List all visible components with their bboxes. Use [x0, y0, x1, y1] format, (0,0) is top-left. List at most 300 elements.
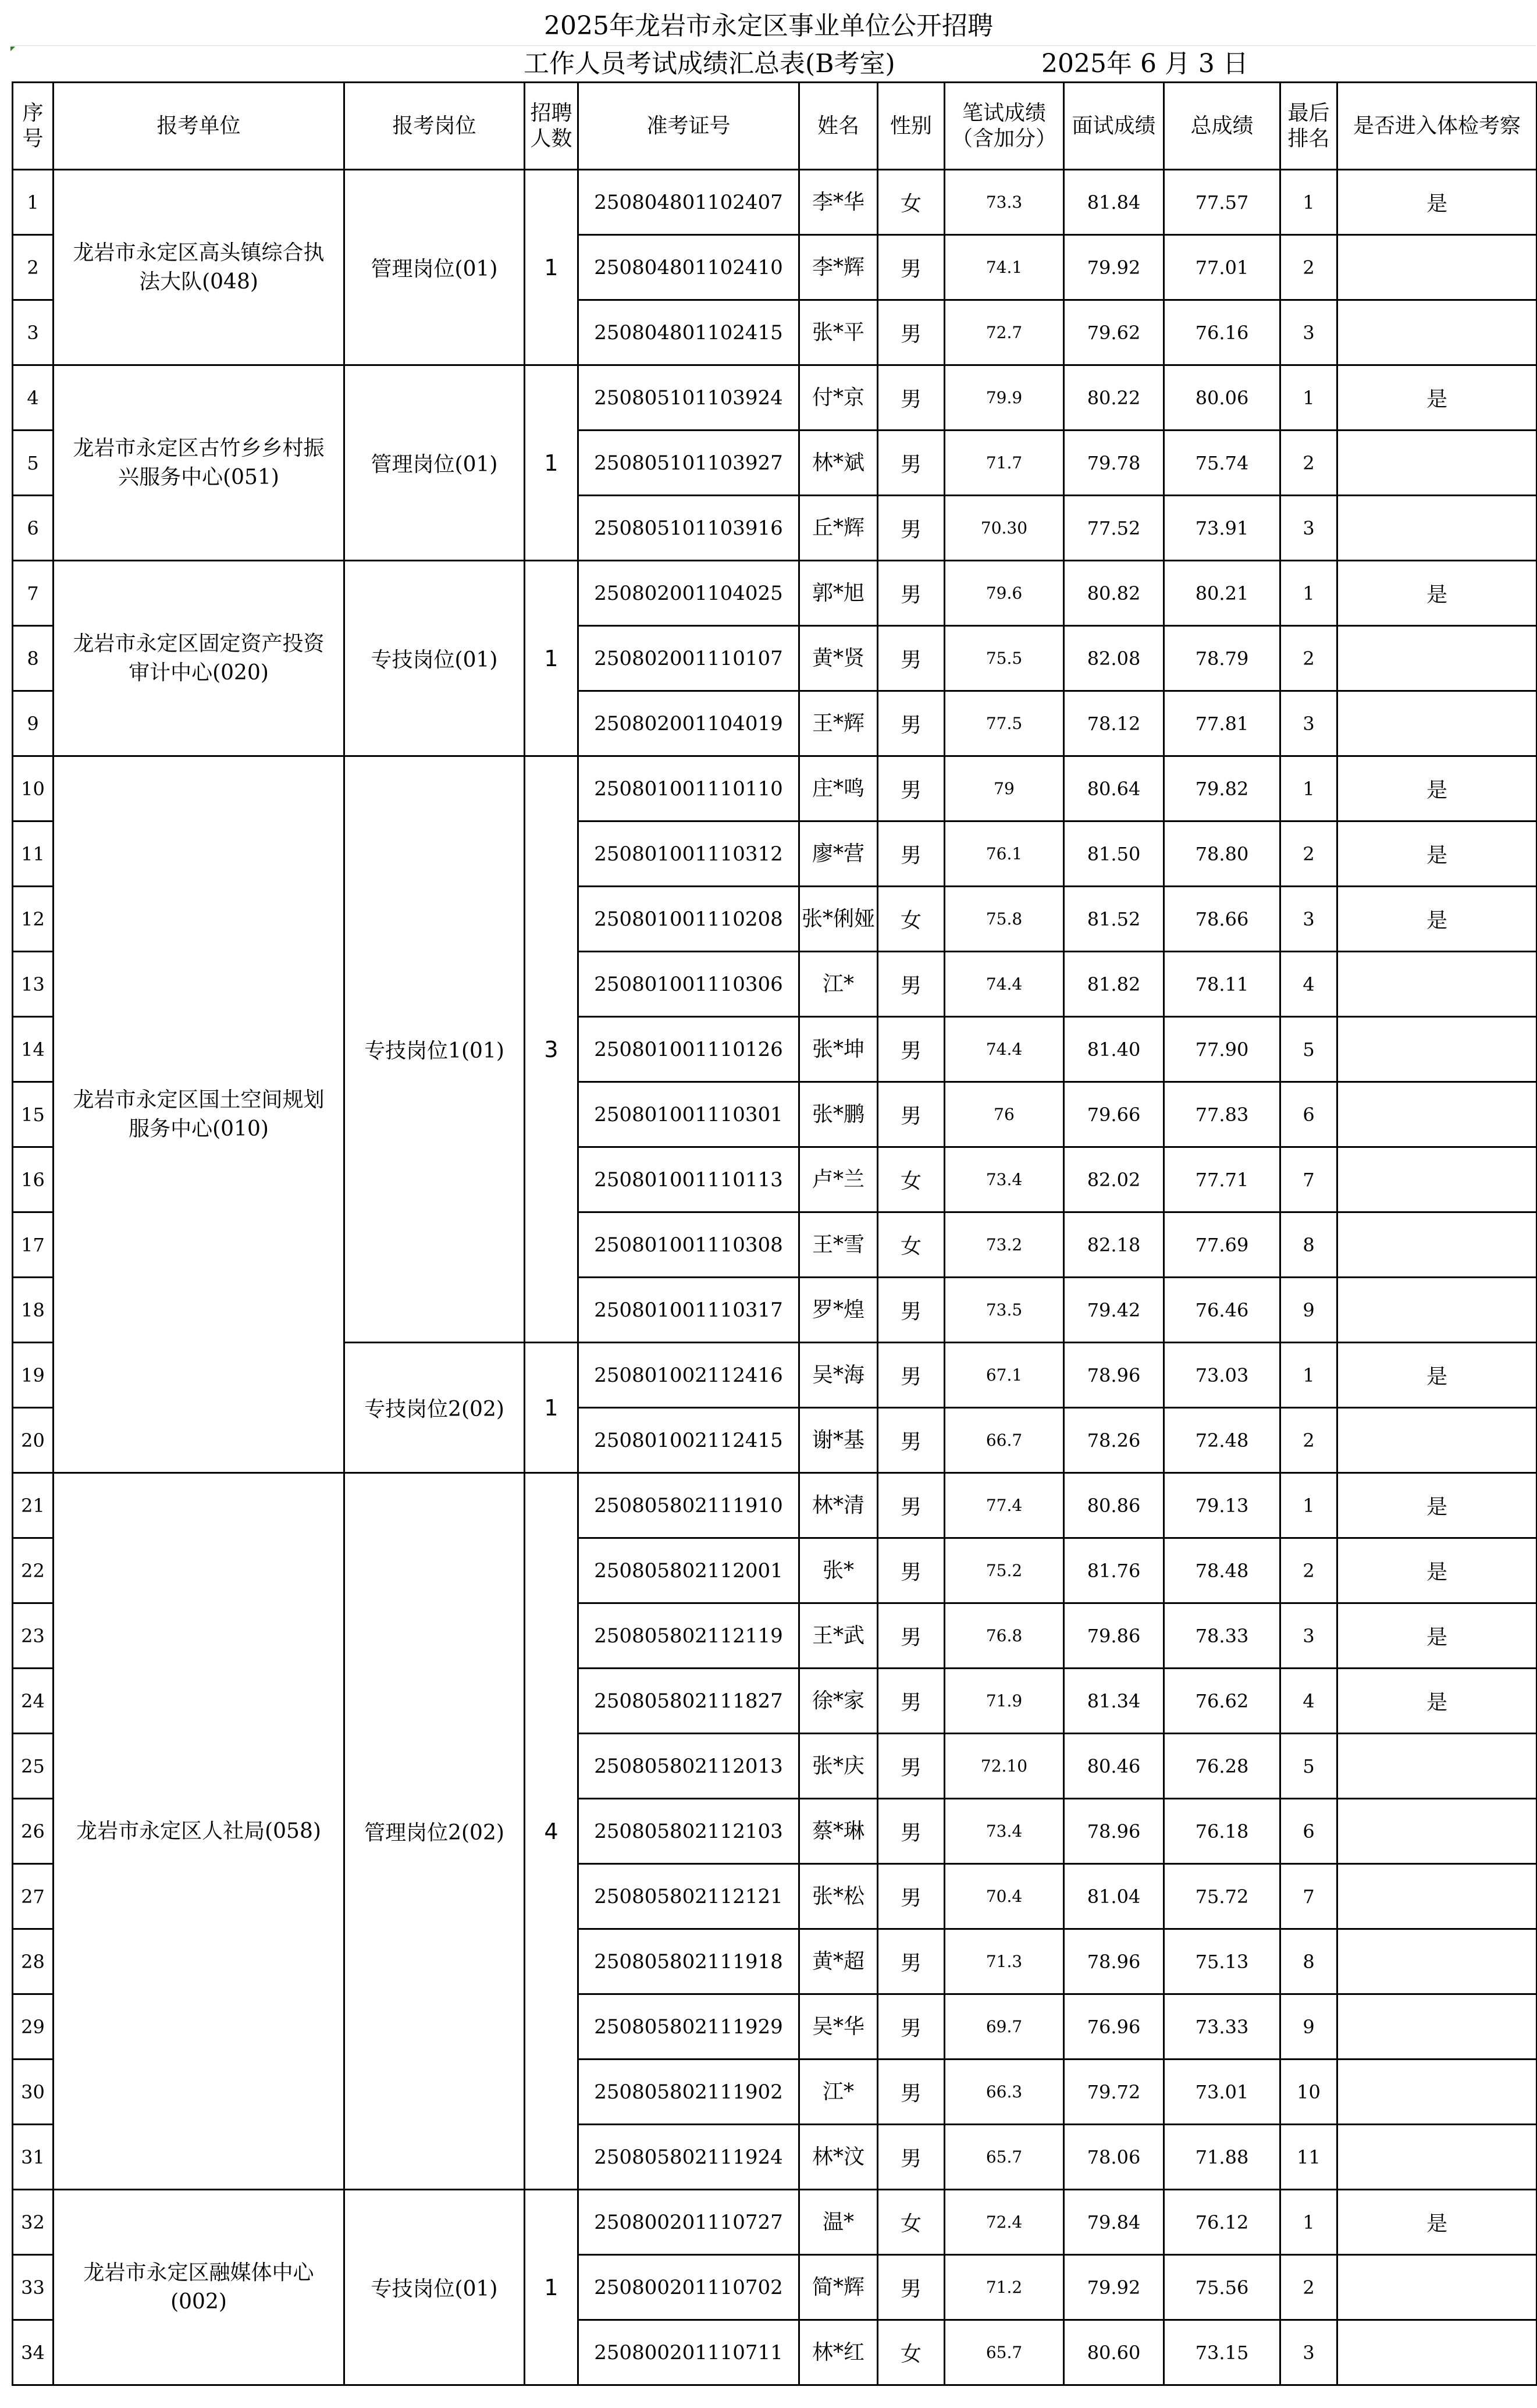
- unit-cell: 龙岩市永定区固定资产投资审计中心(020): [54, 561, 344, 756]
- header-quota: 招聘人数: [525, 83, 578, 170]
- pass-cell: 是: [1337, 170, 1537, 235]
- rank-cell: 2: [1280, 821, 1337, 887]
- row-number: 17: [13, 1212, 54, 1278]
- interview-cell: 80.86: [1064, 1473, 1164, 1538]
- pass-cell: [1337, 496, 1537, 561]
- written-cell: 73.4: [945, 1799, 1064, 1864]
- total-cell: 80.06: [1164, 365, 1280, 431]
- interview-cell: 82.18: [1064, 1212, 1164, 1278]
- name-cell: 黄*超: [799, 1929, 878, 1994]
- cell-marker-icon: [10, 47, 15, 51]
- total-cell: 77.69: [1164, 1212, 1280, 1278]
- pass-cell: [1337, 1864, 1537, 1929]
- header-gender: 性别: [878, 83, 945, 170]
- pass-cell: [1337, 1408, 1537, 1473]
- table-row: [13, 561, 1537, 626]
- unit-cell: 龙岩市永定区国土空间规划服务中心(010): [54, 756, 344, 1473]
- interview-cell: 77.52: [1064, 496, 1164, 561]
- written-cell: 67.1: [945, 1343, 1064, 1408]
- row-number: 27: [13, 1864, 54, 1929]
- gender-cell: 男: [878, 1734, 945, 1799]
- ticket-cell: 250805802111910: [578, 1473, 799, 1538]
- interview-cell: 76.96: [1064, 1994, 1164, 2060]
- written-cell: 79.9: [945, 365, 1064, 431]
- gender-cell: 男: [878, 2125, 945, 2190]
- written-cell: 74.4: [945, 952, 1064, 1017]
- pass-cell: [1337, 1082, 1537, 1147]
- rank-cell: 4: [1280, 1669, 1337, 1734]
- rank-cell: 2: [1280, 2255, 1337, 2320]
- interview-cell: 79.86: [1064, 1603, 1164, 1669]
- ticket-cell: 250805802112001: [578, 1538, 799, 1603]
- pass-cell: 是: [1337, 821, 1537, 887]
- header-ticket: 准考证号: [578, 83, 799, 170]
- written-cell: 70.30: [945, 496, 1064, 561]
- total-cell: 73.91: [1164, 496, 1280, 561]
- interview-cell: 78.96: [1064, 1799, 1164, 1864]
- score-table: [12, 81, 1537, 2386]
- ticket-cell: 250801002112415: [578, 1408, 799, 1473]
- name-cell: 蔡*琳: [799, 1799, 878, 1864]
- interview-cell: 78.96: [1064, 1929, 1164, 1994]
- row-number: 34: [13, 2320, 54, 2385]
- total-cell: 76.18: [1164, 1799, 1280, 1864]
- ticket-cell: 250801001110317: [578, 1278, 799, 1343]
- rank-cell: 2: [1280, 235, 1337, 300]
- rank-cell: 10: [1280, 2060, 1337, 2125]
- gender-cell: 男: [878, 2255, 945, 2320]
- total-cell: 78.79: [1164, 626, 1280, 691]
- pass-cell: 是: [1337, 365, 1537, 431]
- gender-cell: 男: [878, 1929, 945, 1994]
- quota-cell: 1: [525, 1343, 578, 1473]
- rank-cell: 6: [1280, 1799, 1337, 1864]
- ticket-cell: 250801001110113: [578, 1147, 799, 1212]
- pass-cell: [1337, 235, 1537, 300]
- header-name: 姓名: [799, 83, 878, 170]
- pass-cell: [1337, 2060, 1537, 2125]
- ticket-cell: 250805802112103: [578, 1799, 799, 1864]
- gender-cell: 男: [878, 821, 945, 887]
- gender-cell: 男: [878, 1538, 945, 1603]
- table-row: [13, 1473, 1537, 1538]
- ticket-cell: 250802001104025: [578, 561, 799, 626]
- ticket-cell: 250805802111924: [578, 2125, 799, 2190]
- interview-cell: 79.66: [1064, 1082, 1164, 1147]
- table-row: [13, 756, 1537, 821]
- rank-cell: 1: [1280, 561, 1337, 626]
- written-cell: 71.2: [945, 2255, 1064, 2320]
- interview-cell: 82.02: [1064, 1147, 1164, 1212]
- gender-cell: 男: [878, 1994, 945, 2060]
- header-unit: 报考单位: [54, 83, 344, 170]
- gender-cell: 男: [878, 1408, 945, 1473]
- rank-cell: 1: [1280, 2190, 1337, 2255]
- ticket-cell: 250800201110727: [578, 2190, 799, 2255]
- row-number: 2: [13, 235, 54, 300]
- total-cell: 78.11: [1164, 952, 1280, 1017]
- pass-cell: [1337, 1799, 1537, 1864]
- interview-cell: 81.04: [1064, 1864, 1164, 1929]
- pass-cell: [1337, 1147, 1537, 1212]
- name-cell: 王*雪: [799, 1212, 878, 1278]
- gender-cell: 女: [878, 2190, 945, 2255]
- gender-cell: 男: [878, 365, 945, 431]
- total-cell: 77.01: [1164, 235, 1280, 300]
- row-number: 18: [13, 1278, 54, 1343]
- interview-cell: 79.84: [1064, 2190, 1164, 2255]
- rank-cell: 9: [1280, 1278, 1337, 1343]
- name-cell: 谢*基: [799, 1408, 878, 1473]
- row-number: 25: [13, 1734, 54, 1799]
- written-cell: 73.2: [945, 1212, 1064, 1278]
- interview-cell: 79.92: [1064, 2255, 1164, 2320]
- total-cell: 78.33: [1164, 1603, 1280, 1669]
- interview-cell: 79.42: [1064, 1278, 1164, 1343]
- interview-cell: 81.40: [1064, 1017, 1164, 1082]
- ticket-cell: 250805101103924: [578, 365, 799, 431]
- pass-cell: [1337, 1278, 1537, 1343]
- total-cell: 76.46: [1164, 1278, 1280, 1343]
- quota-cell: 1: [525, 365, 578, 561]
- written-cell: 75.8: [945, 887, 1064, 952]
- name-cell: 李*华: [799, 170, 878, 235]
- interview-cell: 78.26: [1064, 1408, 1164, 1473]
- written-cell: 71.9: [945, 1669, 1064, 1734]
- row-number: 23: [13, 1603, 54, 1669]
- pass-cell: [1337, 1994, 1537, 2060]
- ticket-cell: 250801002112416: [578, 1343, 799, 1408]
- name-cell: 王*辉: [799, 691, 878, 756]
- rank-cell: 3: [1280, 496, 1337, 561]
- written-cell: 66.3: [945, 2060, 1064, 2125]
- ticket-cell: 250801001110306: [578, 952, 799, 1017]
- gender-cell: 女: [878, 2320, 945, 2385]
- gender-cell: 男: [878, 1669, 945, 1734]
- quota-cell: 4: [525, 1473, 578, 2190]
- rank-cell: 1: [1280, 1343, 1337, 1408]
- gender-cell: 男: [878, 1473, 945, 1538]
- rank-cell: 8: [1280, 1929, 1337, 1994]
- pass-cell: 是: [1337, 1538, 1537, 1603]
- name-cell: 庄*鸣: [799, 756, 878, 821]
- total-cell: 73.01: [1164, 2060, 1280, 2125]
- title-divider: [10, 45, 1536, 46]
- rank-cell: 1: [1280, 756, 1337, 821]
- row-number: 14: [13, 1017, 54, 1082]
- written-cell: 73.4: [945, 1147, 1064, 1212]
- interview-cell: 81.52: [1064, 887, 1164, 952]
- interview-cell: 79.62: [1064, 300, 1164, 365]
- ticket-cell: 250801001110208: [578, 887, 799, 952]
- interview-cell: 81.84: [1064, 170, 1164, 235]
- name-cell: 廖*营: [799, 821, 878, 887]
- name-cell: 简*辉: [799, 2255, 878, 2320]
- row-number: 11: [13, 821, 54, 887]
- pass-cell: 是: [1337, 1343, 1537, 1408]
- pass-cell: [1337, 1212, 1537, 1278]
- row-number: 19: [13, 1343, 54, 1408]
- total-cell: 75.72: [1164, 1864, 1280, 1929]
- ticket-cell: 250805802111929: [578, 1994, 799, 2060]
- name-cell: 林*红: [799, 2320, 878, 2385]
- ticket-cell: 250805802112013: [578, 1734, 799, 1799]
- interview-cell: 80.46: [1064, 1734, 1164, 1799]
- row-number: 26: [13, 1799, 54, 1864]
- rank-cell: 3: [1280, 300, 1337, 365]
- gender-cell: 男: [878, 1278, 945, 1343]
- post-cell: 专技岗位1(01): [344, 756, 525, 1343]
- name-cell: 吴*华: [799, 1994, 878, 2060]
- row-number: 30: [13, 2060, 54, 2125]
- ticket-cell: 250805802112119: [578, 1603, 799, 1669]
- post-cell: 专技岗位2(02): [344, 1343, 525, 1473]
- name-cell: 丘*辉: [799, 496, 878, 561]
- pass-cell: 是: [1337, 1473, 1537, 1538]
- written-cell: 71.3: [945, 1929, 1064, 1994]
- name-cell: 王*武: [799, 1603, 878, 1669]
- rank-cell: 3: [1280, 691, 1337, 756]
- pass-cell: 是: [1337, 756, 1537, 821]
- interview-cell: 78.06: [1064, 2125, 1164, 2190]
- rank-cell: 3: [1280, 887, 1337, 952]
- interview-cell: 78.12: [1064, 691, 1164, 756]
- gender-cell: 男: [878, 431, 945, 496]
- rank-cell: 1: [1280, 1473, 1337, 1538]
- written-cell: 65.7: [945, 2125, 1064, 2190]
- quota-cell: 1: [525, 170, 578, 365]
- gender-cell: 男: [878, 235, 945, 300]
- gender-cell: 女: [878, 887, 945, 952]
- row-number: 29: [13, 1994, 54, 2060]
- name-cell: 张*俐娅: [799, 887, 878, 952]
- rank-cell: 6: [1280, 1082, 1337, 1147]
- row-number: 10: [13, 756, 54, 821]
- row-number: 4: [13, 365, 54, 431]
- gender-cell: 男: [878, 561, 945, 626]
- ticket-cell: 250800201110702: [578, 2255, 799, 2320]
- pass-cell: [1337, 300, 1537, 365]
- pass-cell: [1337, 1929, 1537, 1994]
- total-cell: 73.33: [1164, 1994, 1280, 2060]
- row-number: 24: [13, 1669, 54, 1734]
- gender-cell: 男: [878, 1082, 945, 1147]
- rank-cell: 4: [1280, 952, 1337, 1017]
- pass-cell: [1337, 1017, 1537, 1082]
- row-number: 8: [13, 626, 54, 691]
- rank-cell: 5: [1280, 1734, 1337, 1799]
- pass-cell: [1337, 691, 1537, 756]
- written-cell: 76.8: [945, 1603, 1064, 1669]
- ticket-cell: 250802001104019: [578, 691, 799, 756]
- written-cell: 77.4: [945, 1473, 1064, 1538]
- name-cell: 张*庆: [799, 1734, 878, 1799]
- interview-cell: 81.82: [1064, 952, 1164, 1017]
- rank-cell: 1: [1280, 365, 1337, 431]
- rank-cell: 3: [1280, 2320, 1337, 2385]
- row-number: 22: [13, 1538, 54, 1603]
- total-cell: 78.48: [1164, 1538, 1280, 1603]
- gender-cell: 男: [878, 952, 945, 1017]
- ticket-cell: 250801001110110: [578, 756, 799, 821]
- name-cell: 郭*旭: [799, 561, 878, 626]
- ticket-cell: 250804801102415: [578, 300, 799, 365]
- pass-cell: [1337, 626, 1537, 691]
- header-total: 总成绩: [1164, 83, 1280, 170]
- gender-cell: 男: [878, 1343, 945, 1408]
- table-row: [13, 365, 1537, 431]
- written-cell: 77.5: [945, 691, 1064, 756]
- header-rank: 最后排名: [1280, 83, 1337, 170]
- gender-cell: 男: [878, 626, 945, 691]
- total-cell: 75.13: [1164, 1929, 1280, 1994]
- interview-cell: 80.64: [1064, 756, 1164, 821]
- name-cell: 卢*兰: [799, 1147, 878, 1212]
- name-cell: 黄*贤: [799, 626, 878, 691]
- rank-cell: 2: [1280, 626, 1337, 691]
- row-number: 5: [13, 431, 54, 496]
- ticket-cell: 250805802112121: [578, 1864, 799, 1929]
- rank-cell: 9: [1280, 1994, 1337, 2060]
- name-cell: 林*斌: [799, 431, 878, 496]
- row-number: 6: [13, 496, 54, 561]
- pass-cell: 是: [1337, 561, 1537, 626]
- written-cell: 65.7: [945, 2320, 1064, 2385]
- interview-cell: 81.76: [1064, 1538, 1164, 1603]
- row-number: 15: [13, 1082, 54, 1147]
- written-cell: 69.7: [945, 1994, 1064, 2060]
- total-cell: 72.48: [1164, 1408, 1280, 1473]
- rank-cell: 7: [1280, 1147, 1337, 1212]
- total-cell: 77.71: [1164, 1147, 1280, 1212]
- gender-cell: 男: [878, 691, 945, 756]
- pass-cell: [1337, 2320, 1537, 2385]
- written-cell: 79: [945, 756, 1064, 821]
- name-cell: 张*鹏: [799, 1082, 878, 1147]
- row-number: 3: [13, 300, 54, 365]
- total-cell: 76.16: [1164, 300, 1280, 365]
- written-cell: 70.4: [945, 1864, 1064, 1929]
- row-number: 1: [13, 170, 54, 235]
- ticket-cell: 250805802111827: [578, 1669, 799, 1734]
- name-cell: 罗*煌: [799, 1278, 878, 1343]
- pass-cell: [1337, 952, 1537, 1017]
- interview-cell: 80.82: [1064, 561, 1164, 626]
- gender-cell: 男: [878, 2060, 945, 2125]
- written-cell: 75.2: [945, 1538, 1064, 1603]
- name-cell: 温*: [799, 2190, 878, 2255]
- header-pass: 是否进入体检考察: [1337, 83, 1537, 170]
- total-cell: 78.66: [1164, 887, 1280, 952]
- pass-cell: [1337, 1734, 1537, 1799]
- post-cell: 专技岗位(01): [344, 561, 525, 756]
- pass-cell: 是: [1337, 2190, 1537, 2255]
- row-number: 33: [13, 2255, 54, 2320]
- gender-cell: 男: [878, 1864, 945, 1929]
- interview-cell: 78.96: [1064, 1343, 1164, 1408]
- interview-cell: 80.22: [1064, 365, 1164, 431]
- quota-cell: 1: [525, 2190, 578, 2385]
- rank-cell: 2: [1280, 1408, 1337, 1473]
- ticket-cell: 250804801102410: [578, 235, 799, 300]
- rank-cell: 7: [1280, 1864, 1337, 1929]
- written-cell: 74.4: [945, 1017, 1064, 1082]
- name-cell: 吴*海: [799, 1343, 878, 1408]
- rank-cell: 2: [1280, 1538, 1337, 1603]
- total-cell: 73.03: [1164, 1343, 1280, 1408]
- unit-cell: 龙岩市永定区古竹乡乡村振兴服务中心(051): [54, 365, 344, 561]
- written-cell: 76.1: [945, 821, 1064, 887]
- interview-cell: 82.08: [1064, 626, 1164, 691]
- unit-cell: 龙岩市永定区人社局(058): [54, 1473, 344, 2190]
- total-cell: 76.12: [1164, 2190, 1280, 2255]
- header-interview: 面试成绩: [1064, 83, 1164, 170]
- row-number: 32: [13, 2190, 54, 2255]
- written-cell: 75.5: [945, 626, 1064, 691]
- unit-cell: 龙岩市永定区融媒体中心(002): [54, 2190, 344, 2385]
- row-number: 28: [13, 1929, 54, 1994]
- row-number: 13: [13, 952, 54, 1017]
- written-cell: 72.7: [945, 300, 1064, 365]
- gender-cell: 女: [878, 1147, 945, 1212]
- rank-cell: 8: [1280, 1212, 1337, 1278]
- document-date: 2025年 6 月 3 日: [1041, 49, 1248, 79]
- name-cell: 江*: [799, 952, 878, 1017]
- written-cell: 79.6: [945, 561, 1064, 626]
- post-cell: 管理岗位(01): [344, 365, 525, 561]
- total-cell: 71.88: [1164, 2125, 1280, 2190]
- interview-cell: 81.50: [1064, 821, 1164, 887]
- name-cell: 林*汶: [799, 2125, 878, 2190]
- gender-cell: 女: [878, 170, 945, 235]
- header-written: 笔试成绩（含加分）: [945, 83, 1064, 170]
- table-row: [13, 2190, 1537, 2255]
- quota-cell: 3: [525, 756, 578, 1343]
- name-cell: 李*辉: [799, 235, 878, 300]
- ticket-cell: 250805802111902: [578, 2060, 799, 2125]
- ticket-cell: 250802001110107: [578, 626, 799, 691]
- pass-cell: [1337, 2125, 1537, 2190]
- name-cell: 徐*家: [799, 1669, 878, 1734]
- ticket-cell: 250801001110308: [578, 1212, 799, 1278]
- unit-cell: 龙岩市永定区高头镇综合执法大队(048): [54, 170, 344, 365]
- written-cell: 72.10: [945, 1734, 1064, 1799]
- interview-cell: 79.92: [1064, 235, 1164, 300]
- rank-cell: 5: [1280, 1017, 1337, 1082]
- total-cell: 75.74: [1164, 431, 1280, 496]
- table-header-row: [13, 83, 1537, 170]
- rank-cell: 2: [1280, 431, 1337, 496]
- ticket-cell: 250805101103927: [578, 431, 799, 496]
- name-cell: 林*清: [799, 1473, 878, 1538]
- total-cell: 79.13: [1164, 1473, 1280, 1538]
- gender-cell: 男: [878, 300, 945, 365]
- header-post: 报考岗位: [344, 83, 525, 170]
- pass-cell: [1337, 431, 1537, 496]
- name-cell: 江*: [799, 2060, 878, 2125]
- ticket-cell: 250805101103916: [578, 496, 799, 561]
- row-number: 31: [13, 2125, 54, 2190]
- total-cell: 80.21: [1164, 561, 1280, 626]
- table-body: [13, 170, 1537, 2385]
- ticket-cell: 250805802111918: [578, 1929, 799, 1994]
- written-cell: 73.3: [945, 170, 1064, 235]
- row-number: 12: [13, 887, 54, 952]
- pass-cell: 是: [1337, 887, 1537, 952]
- written-cell: 73.5: [945, 1278, 1064, 1343]
- gender-cell: 男: [878, 1017, 945, 1082]
- written-cell: 71.7: [945, 431, 1064, 496]
